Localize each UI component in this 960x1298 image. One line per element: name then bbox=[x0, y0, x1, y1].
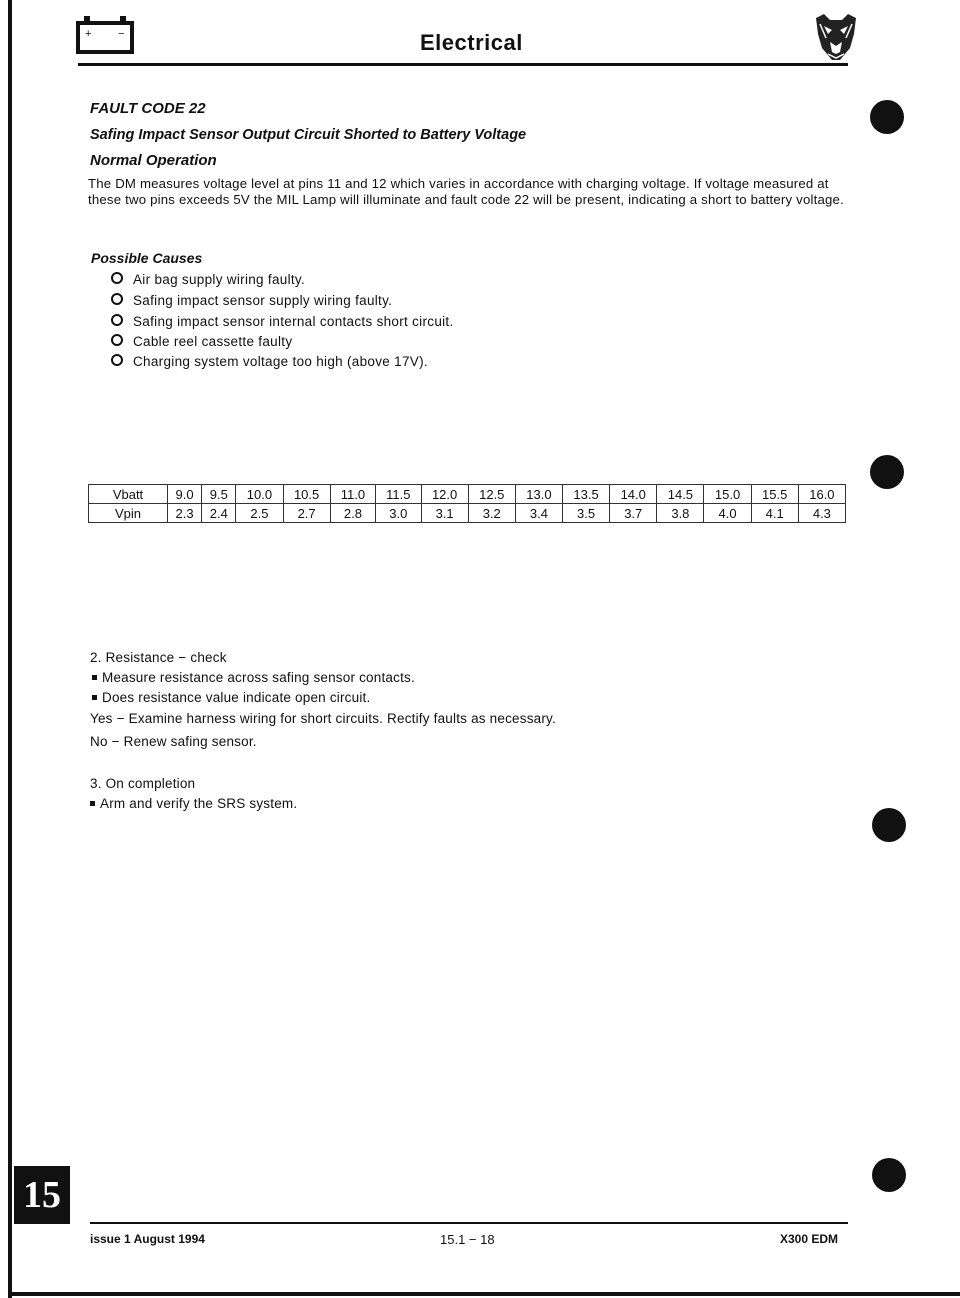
header-rule bbox=[78, 63, 848, 66]
circle-bullet-icon bbox=[111, 334, 123, 346]
table-cell: 15.0 bbox=[704, 485, 751, 504]
binder-hole-marker bbox=[872, 1158, 906, 1192]
cause-item: Charging system voltage too high (above 17V). bbox=[111, 354, 428, 369]
binder-hole-marker bbox=[872, 808, 906, 842]
table-row-vpin bbox=[89, 504, 846, 523]
fault-code-heading: FAULT CODE 22 bbox=[90, 100, 206, 117]
table-cell: 3.0 bbox=[376, 504, 421, 523]
table-cell: 11.0 bbox=[330, 485, 375, 504]
circle-bullet-icon bbox=[111, 272, 123, 284]
step-item: Does resistance value indicate open circuit. bbox=[92, 690, 370, 705]
table-cell: 4.0 bbox=[704, 504, 751, 523]
table-cell: 4.3 bbox=[798, 504, 845, 523]
page-header-title: Electrical bbox=[420, 30, 523, 55]
battery-plus-sign: + bbox=[85, 28, 92, 40]
table-cell: 3.7 bbox=[610, 504, 657, 523]
table-cell: 14.0 bbox=[610, 485, 657, 504]
table-cell: 2.4 bbox=[202, 504, 236, 523]
table-cell: 13.0 bbox=[515, 485, 562, 504]
circle-bullet-icon bbox=[111, 293, 123, 305]
table-cell: 10.0 bbox=[236, 485, 283, 504]
normal-operation-text: The DM measures voltage level at pins 11 and 12 which varies in accordance with charging voltage. If voltage measured at these two pins exceeds 5V the MIL Lamp will illuminate and fault code 22 will be present, indicating a short to battery voltage. bbox=[88, 176, 844, 207]
section-tab: 15 bbox=[14, 1166, 70, 1224]
fault-subtitle: Safing Impact Sensor Output Circuit Shorted to Battery Voltage bbox=[90, 127, 527, 143]
cause-item: Cable reel cassette faulty bbox=[111, 334, 292, 349]
resistance-check-heading: 2. Resistance − check bbox=[90, 650, 227, 665]
table-cell: 3.4 bbox=[515, 504, 562, 523]
row-label: Vbatt bbox=[89, 485, 168, 504]
document-code: X300 EDM bbox=[780, 1232, 839, 1246]
square-bullet-icon bbox=[92, 695, 97, 700]
table-cell: 12.5 bbox=[468, 485, 515, 504]
battery-icon bbox=[76, 16, 134, 54]
row-label: Vpin bbox=[89, 504, 168, 523]
binder-hole-marker bbox=[870, 455, 904, 489]
table-cell: 14.5 bbox=[657, 485, 704, 504]
square-bullet-icon bbox=[92, 675, 97, 680]
step-item: Arm and verify the SRS system. bbox=[90, 796, 297, 811]
table-cell: 2.8 bbox=[330, 504, 375, 523]
left-border bbox=[8, 0, 12, 1298]
normal-operation-heading: Normal Operation bbox=[90, 152, 217, 169]
table-cell: 2.3 bbox=[168, 504, 202, 523]
table-cell: 15.5 bbox=[751, 485, 798, 504]
jaguar-head-logo-icon bbox=[810, 12, 862, 62]
table-cell: 3.5 bbox=[563, 504, 610, 523]
cause-item: Safing impact sensor internal contacts short circuit. bbox=[111, 314, 454, 329]
table-cell: 9.5 bbox=[202, 485, 236, 504]
table-cell: 13.5 bbox=[563, 485, 610, 504]
table-cell: 2.7 bbox=[283, 504, 330, 523]
table-cell: 2.5 bbox=[236, 504, 283, 523]
binder-hole-marker bbox=[870, 100, 904, 134]
table-cell: 9.0 bbox=[168, 485, 202, 504]
table-row-vbatt bbox=[89, 485, 846, 504]
circle-bullet-icon bbox=[111, 314, 123, 326]
step-item: Measure resistance across safing sensor contacts. bbox=[92, 670, 415, 685]
battery-minus-sign: − bbox=[118, 28, 125, 40]
table-cell: 16.0 bbox=[798, 485, 845, 504]
table-cell: 3.1 bbox=[421, 504, 468, 523]
table-cell: 3.2 bbox=[468, 504, 515, 523]
table-cell: 12.0 bbox=[421, 485, 468, 504]
circle-bullet-icon bbox=[111, 354, 123, 366]
cause-item: Safing impact sensor supply wiring faulty. bbox=[111, 293, 392, 308]
yes-action: Yes − Examine harness wiring for short circuits. Rectify faults as necessary. bbox=[90, 711, 556, 726]
voltage-table bbox=[88, 484, 846, 523]
table-cell: 10.5 bbox=[283, 485, 330, 504]
table-cell: 4.1 bbox=[751, 504, 798, 523]
bottom-border bbox=[8, 1292, 960, 1296]
cause-item: Air bag supply wiring faulty. bbox=[111, 272, 305, 287]
no-action: No − Renew safing sensor. bbox=[90, 734, 257, 749]
table-cell: 3.8 bbox=[657, 504, 704, 523]
possible-causes-heading: Possible Causes bbox=[91, 250, 203, 266]
table-cell: 11.5 bbox=[376, 485, 421, 504]
on-completion-heading: 3. On completion bbox=[90, 776, 196, 791]
square-bullet-icon bbox=[90, 801, 95, 806]
page-number: 15.1 − 18 bbox=[440, 1232, 495, 1247]
footer-rule bbox=[90, 1222, 848, 1224]
issue-date: issue 1 August 1994 bbox=[90, 1232, 205, 1246]
